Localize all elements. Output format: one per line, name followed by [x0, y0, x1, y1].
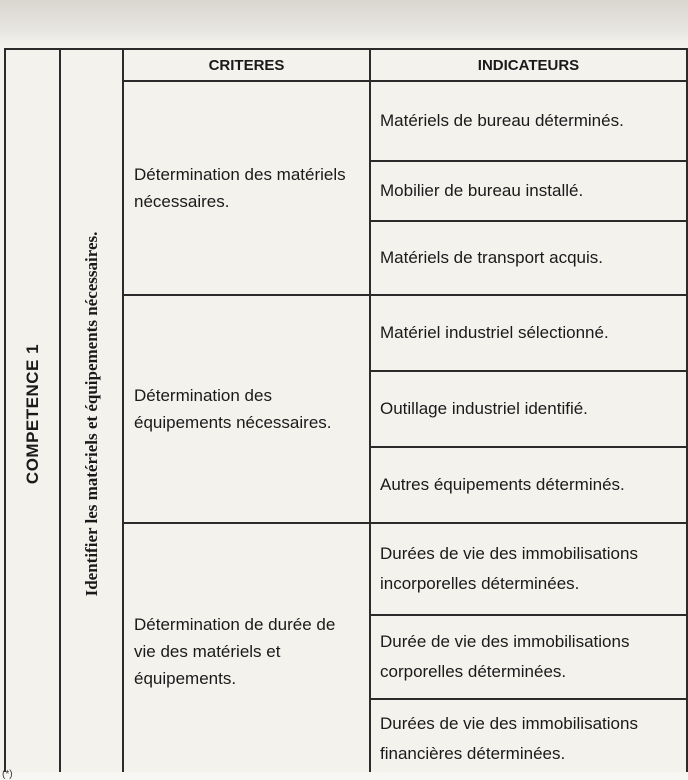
indicator-cell: Durées de vie des immobilisations incorporelles déterminées.	[370, 523, 687, 615]
indicator-cell: Durée de vie des immobilisations corporelles déterminées.	[370, 615, 687, 699]
competence-label: COMPETENCE 1	[22, 343, 42, 485]
skill-title: Identifier les matériels et équipements nécessaires.	[81, 231, 101, 597]
page-top-edge	[0, 0, 688, 46]
indicator-cell: Durées de vie des immobilisations financières déterminées.	[370, 699, 687, 779]
header-row	[5, 49, 687, 81]
indicator-cell: Matériels de transport acquis.	[370, 221, 687, 295]
criteres-header: CRITERES	[123, 49, 370, 81]
skill-cell	[60, 49, 123, 779]
indicateurs-header: INDICATEURS	[370, 49, 687, 81]
competence-table	[4, 48, 688, 780]
criterion-cell: Détermination des matériels nécessaires.	[123, 81, 370, 295]
criterion-cell: Détermination des équipements nécessaires.	[123, 295, 370, 523]
competence-cell	[5, 49, 60, 779]
page-bottom-edge	[0, 772, 688, 780]
footnote-mark: (*)	[2, 769, 13, 780]
indicator-cell: Outillage industriel identifié.	[370, 371, 687, 447]
indicator-cell: Matériels de bureau déterminés.	[370, 81, 687, 161]
indicator-cell: Autres équipements déterminés.	[370, 447, 687, 523]
indicator-cell: Matériel industriel sélectionné.	[370, 295, 687, 371]
criterion-cell: Détermination de durée de vie des matériels et équipements.	[123, 523, 370, 779]
indicator-cell: Mobilier de bureau installé.	[370, 161, 687, 221]
